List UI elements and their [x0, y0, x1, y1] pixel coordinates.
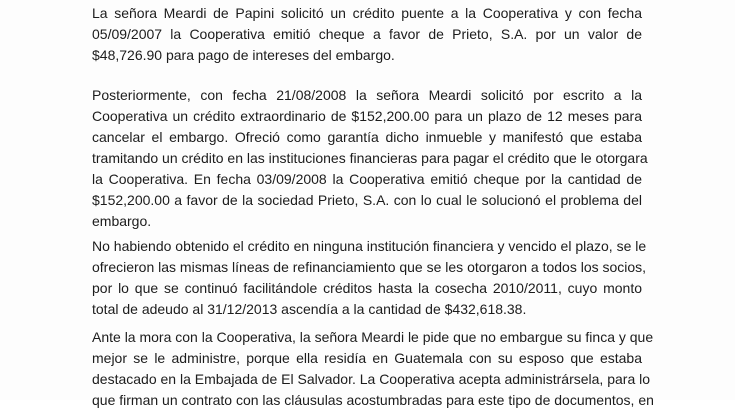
text-line: $48,726.90 para pago de intereses del embargo.	[92, 47, 395, 63]
text-line: Posteriormente, con fecha 21/08/2008 la señora Meardi solicitó por escrito a la	[92, 87, 642, 103]
text-line: ofrecieron las mismas líneas de refinanciamiento que se les otorgaron a todos los socios,	[92, 259, 647, 275]
text-line: cancelar el embargo. Ofreció como garantía dicho inmueble y manifestó que estaba	[92, 129, 642, 145]
text-line: total de adeudo al 31/12/2013 ascendía a la cantidad de $432,618.38.	[92, 301, 527, 317]
text-line: Cooperativa un crédito extraordinario de $152,200.00 para un plazo de 12 meses para	[92, 108, 642, 124]
paragraph-bridge-loan	[92, 3, 642, 66]
paragraph-refinancing	[92, 236, 647, 320]
text-line: mejor se le administre, porque ella residía en Guatemala con su esposo que estaba	[92, 350, 642, 366]
text-line: 05/09/2007 la Cooperativa emitió cheque a favor de Prieto, S.A. por un valor de	[92, 26, 642, 42]
text-line: No habiendo obtenido el crédito en ninguna institución financiera y vencido el plazo, se le	[92, 238, 647, 254]
paragraph-extraordinary-credit	[92, 85, 648, 232]
text-line: tramitando un crédito en las instituciones financieras para pagar el crédito que le otorgara	[92, 150, 648, 166]
text-line: La señora Meardi de Papini solicitó un crédito puente a la Cooperativa y con fecha	[92, 5, 642, 21]
text-line: destacado en la Embajada de El Salvador. La Cooperativa acepta administrársela, para lo	[92, 371, 651, 387]
text-line: $152,200.00 a favor de la sociedad Prieto, S.A. con lo cual le solucionó el problema del	[92, 192, 642, 208]
text-line: que firman un contrato con las cláusulas acostumbradas para este tipo de documentos, en	[92, 392, 654, 408]
text-line: embargo.	[92, 213, 152, 229]
text-line: la Cooperativa. En fecha 03/09/2008 la Cooperativa emitió cheque por la cantidad de	[92, 171, 642, 187]
text-line: por lo que se continuó facilitándole créditos hasta la cosecha 2010/2011, cuyo monto	[92, 280, 642, 296]
text-line: Ante la mora con la Cooperativa, la señora Meardi le pide que no embargue su finca y que	[92, 329, 654, 345]
paragraph-administration-agreement	[92, 327, 654, 411]
